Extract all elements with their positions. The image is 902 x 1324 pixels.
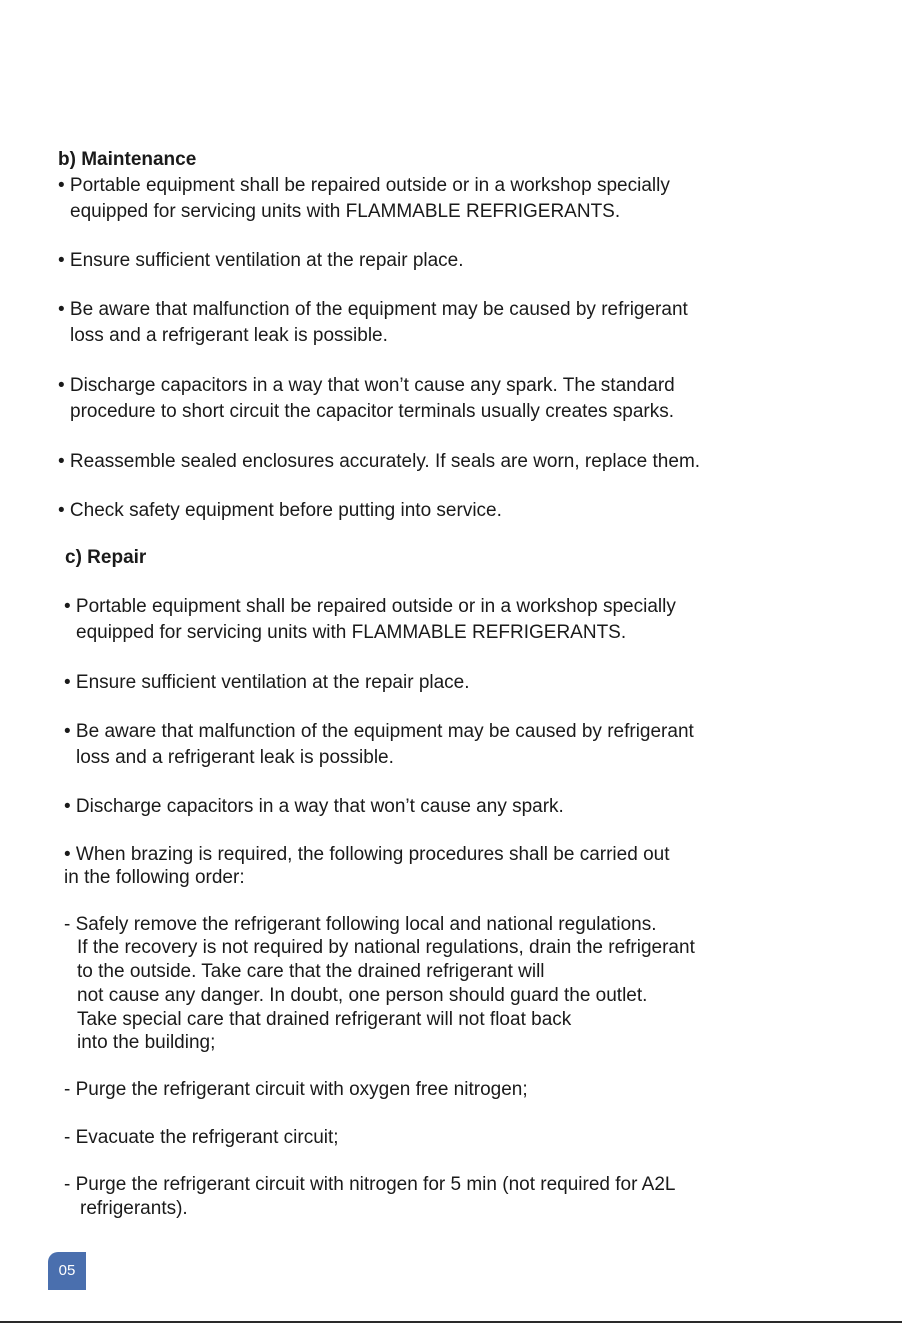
maintenance-line: procedure to short circuit the capacitor terminals usually creates sparks. (70, 401, 675, 422)
page-number-badge: 05 (48, 1252, 86, 1290)
maintenance-line: • Portable equipment shall be repaired outside or in a workshop specially (58, 175, 670, 196)
repair-line: into the building; (77, 1032, 216, 1053)
repair-line: If the recovery is not required by national regulations, drain the refrigerant (77, 937, 695, 958)
repair-heading: c) Repair (65, 547, 147, 568)
maintenance-line: loss and a refrigerant leak is possible. (70, 325, 388, 346)
repair-line: - Safely remove the refrigerant following local and national regulations. (64, 914, 657, 935)
repair-line: • Portable equipment shall be repaired outside or in a workshop specially (64, 596, 676, 617)
repair-line: not cause any danger. In doubt, one person should guard the outlet. (77, 985, 648, 1006)
maintenance-line: equipped for servicing units with FLAMMABLE REFRIGERANTS. (70, 201, 621, 222)
repair-line: refrigerants). (80, 1198, 188, 1219)
repair-line: equipped for servicing units with FLAMMABLE REFRIGERANTS. (76, 622, 627, 643)
repair-line: loss and a refrigerant leak is possible. (76, 747, 394, 768)
repair-line: - Purge the refrigerant circuit with nitrogen for 5 min (not required for A2L (64, 1174, 676, 1195)
maintenance-line: • Be aware that malfunction of the equipment may be caused by refrigerant (58, 299, 688, 320)
maintenance-line: • Check safety equipment before putting into service. (58, 500, 502, 521)
maintenance-line: • Discharge capacitors in a way that won’t cause any spark. The standard (58, 375, 675, 396)
maintenance-line: • Reassemble sealed enclosures accurately. If seals are worn, replace them. (58, 451, 701, 472)
repair-line: to the outside. Take care that the drained refrigerant will (77, 961, 545, 982)
maintenance-line: • Ensure sufficient ventilation at the repair place. (58, 250, 464, 271)
repair-line: Take special care that drained refrigerant will not float back (77, 1009, 572, 1030)
maintenance-heading: b) Maintenance (58, 149, 197, 170)
repair-line: • Ensure sufficient ventilation at the repair place. (64, 672, 470, 693)
repair-line: • Discharge capacitors in a way that won’t cause any spark. (64, 796, 564, 817)
repair-line: • When brazing is required, the following procedures shall be carried out (64, 844, 670, 865)
repair-line: in the following order: (64, 867, 245, 888)
bottom-divider (0, 1321, 902, 1323)
repair-line: - Evacuate the refrigerant circuit; (64, 1127, 339, 1148)
repair-line: - Purge the refrigerant circuit with oxygen free nitrogen; (64, 1079, 528, 1100)
repair-line: • Be aware that malfunction of the equipment may be caused by refrigerant (64, 721, 694, 742)
